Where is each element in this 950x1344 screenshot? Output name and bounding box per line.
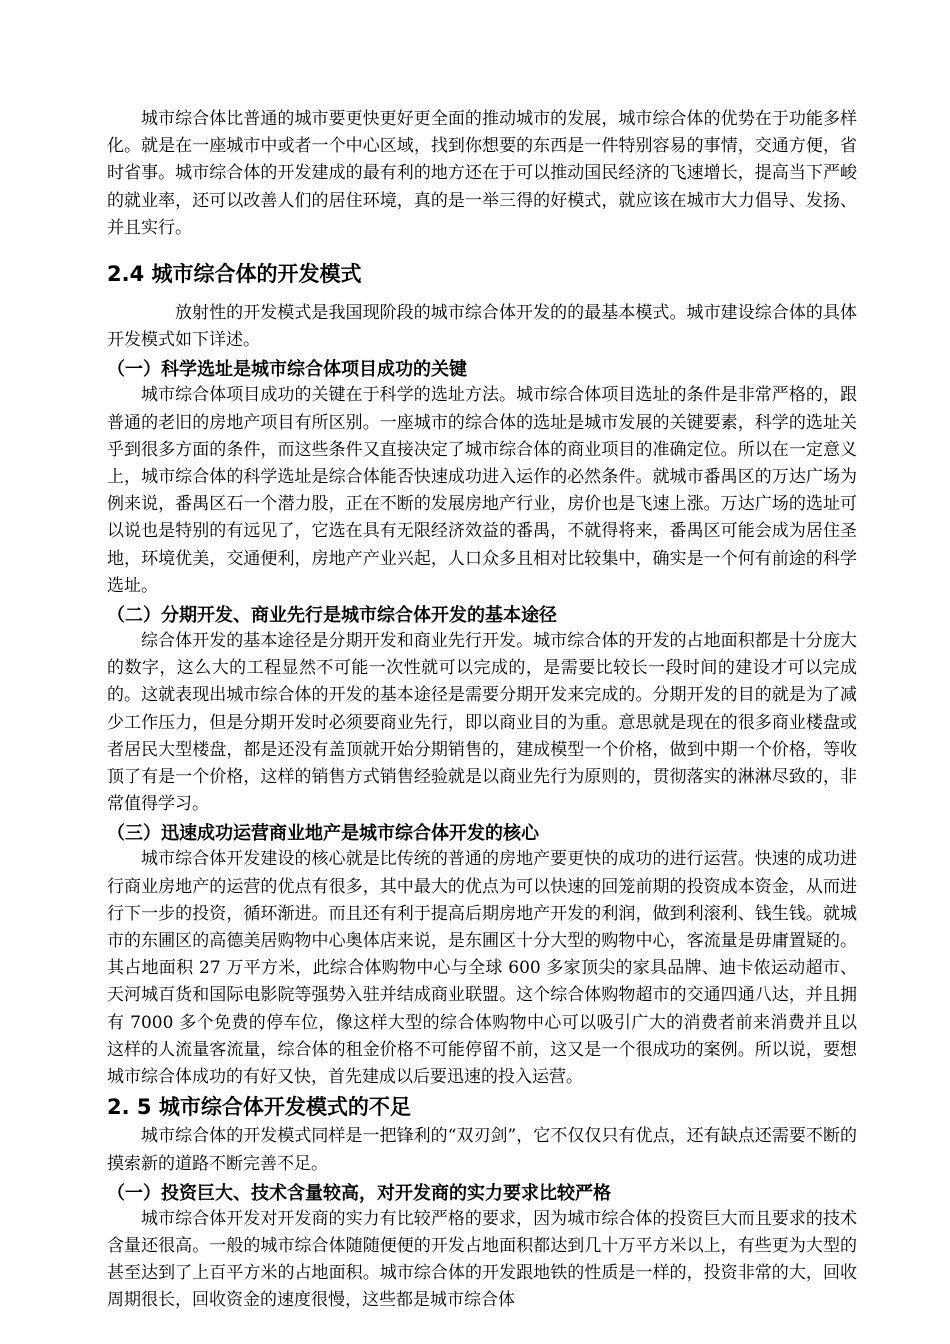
subheading-site-selection: （一）科学选址是城市综合体项目成功的关键 [107, 359, 467, 381]
document-page [107, 106, 857, 1315]
section-2-5-intro: 城市综合体的开发模式同样是一把锋利的“双刃剑”，它不仅仅只有优点，还有缺点还需要不断的摸索新的道路不断完善不足。 [107, 1126, 857, 1174]
rapid-operation-paragraph: 城市综合体开发建设的核心就是比传统的普通的房地产要更快的成功的进行运营。快速的成功进行商业房地产的运营的优点有很多，其中最大的优点为可以快速的回笼前期的投资成本资金，从而进行下一步的投资，循环渐进。而且还有利于提高后期房地产开发的利润，做到利滚利、钱生钱。就城市的东圃区的高德美居购物中心奥体店来说，是东圃区十分大型的购物中心，客流量是毋庸置疑的。其占地面积 27 万平方米，此综合体购物中心与全球 600 多家顶尖的家具品牌、迪卡侬运动超市、天河城百货和国际电影院等强势入驻并结成商业联盟。这个综合体购物超市的交通四通八达，并且拥有 7000 多个免费的停车位，像这样大型的综合体购物中心可以吸引广大的消费者前来消费并且以这样的人流量客流量，综合体的租金价格不可能停留不前，这又是一个很成功的案例。所以说，要想城市综合体成功的有好又快，首先建成以后要迅速的投入运营。 [107, 849, 857, 1088]
subheading-phased-development: （二）分期开发、商业先行是城市综合体开发的基本途径 [107, 605, 557, 627]
site-selection-paragraph: 城市综合体项目成功的关键在于科学的选址方法。城市综合体项目选址的条件是非常严格的，跟普通的老旧的房地产项目有所区别。一座城市的综合体的选址是城市发展的关键要素，科学的选址关乎到很多方面的条件，而这些条件又直接决定了城市综合体的商业项目的准确定位。所以在一定意义上，城市综合体的科学选址是综合体能否快速成功进入运作的必然条件。就城市番禺区的万达广场为例来说，番禺区石一个潜力股，正在不断的发展房地产行业，房价也是飞速上涨。万达广场的选址可以说也是特别的有远见了，它选在具有无限经济效益的番禺，不就得将来，番禺区可能会成为居住圣地，环境优美，交通便利，房地产产业兴起，人口众多且相对比较集中，确实是一个何有前途的科学选址。 [107, 385, 857, 596]
section-2-4-intro: 放射性的开发模式是我国现阶段的城市综合体开发的的最基本模式。城市建设综合体的具体开发模式如下详述。 [107, 303, 857, 351]
section-heading-2-4: 2.4 城市综合体的开发模式 [107, 262, 362, 287]
phased-development-paragraph: 综合体开发的基本途径是分期开发和商业先行开发。城市综合体的开发的占地面积都是十分庞大的数字，这么大的工程显然不可能一次性就可以完成的，是需要比较长一段时间的建设才可以完成的。这就表现出城市综合体的开发的基本途径是需要分期开发来完成的。分期开发的目的就是为了减少工作压力，但是分期开发时必须要商业先行，即以商业目的为重。意思就是现在的很多商业楼盘或者居民大型楼盘，都是还没有盖顶就开始分期销售的，建成模型一个价格，做到中期一个价格，等收顶了有是一个价格，这样的销售方式销售经验就是以商业先行为原则的，贯彻落实的淋淋尽致的，非常值得学习。 [107, 631, 857, 815]
investment-requirements-paragraph: 城市综合体开发对开发商的实力有比较严格的要求，因为城市综合体的投资巨大而且要求的技术含量还很高。一般的城市综合体随随便便的开发占地面积都达到几十万平方米以上，有些更为大型的甚至达到了上百平方米的占地面积。城市综合体的开发跟地铁的性质是一样的，投资非常的大，回收周期很长，回收资金的速度很慢，这些都是城市综合体 [107, 1208, 857, 1311]
intro-paragraph: 城市综合体比普通的城市要更快更好更全面的推动城市的发展，城市综合体的优势在于功能多样化。就是在一座城市中或者一个中心区域，找到你想要的东西是一件特别容易的事情，交通方便，省时省事。城市综合体的开发建成的最有利的地方还在于可以推动国民经济的飞速增长，提高当下严峻的就业率，还可以改善人们的居住环境，真的是一举三得的好模式，就应该在城市大力倡导、发扬、并且实行。 [107, 109, 857, 238]
subheading-rapid-operation: （三）迅速成功运营商业地产是城市综合体开发的核心 [107, 823, 539, 845]
subheading-investment-requirements: （一）投资巨大、技术含量较高，对开发商的实力要求比较严格 [107, 1182, 611, 1204]
section-heading-2-5: 2. 5 城市综合体开发模式的不足 [107, 1095, 411, 1120]
